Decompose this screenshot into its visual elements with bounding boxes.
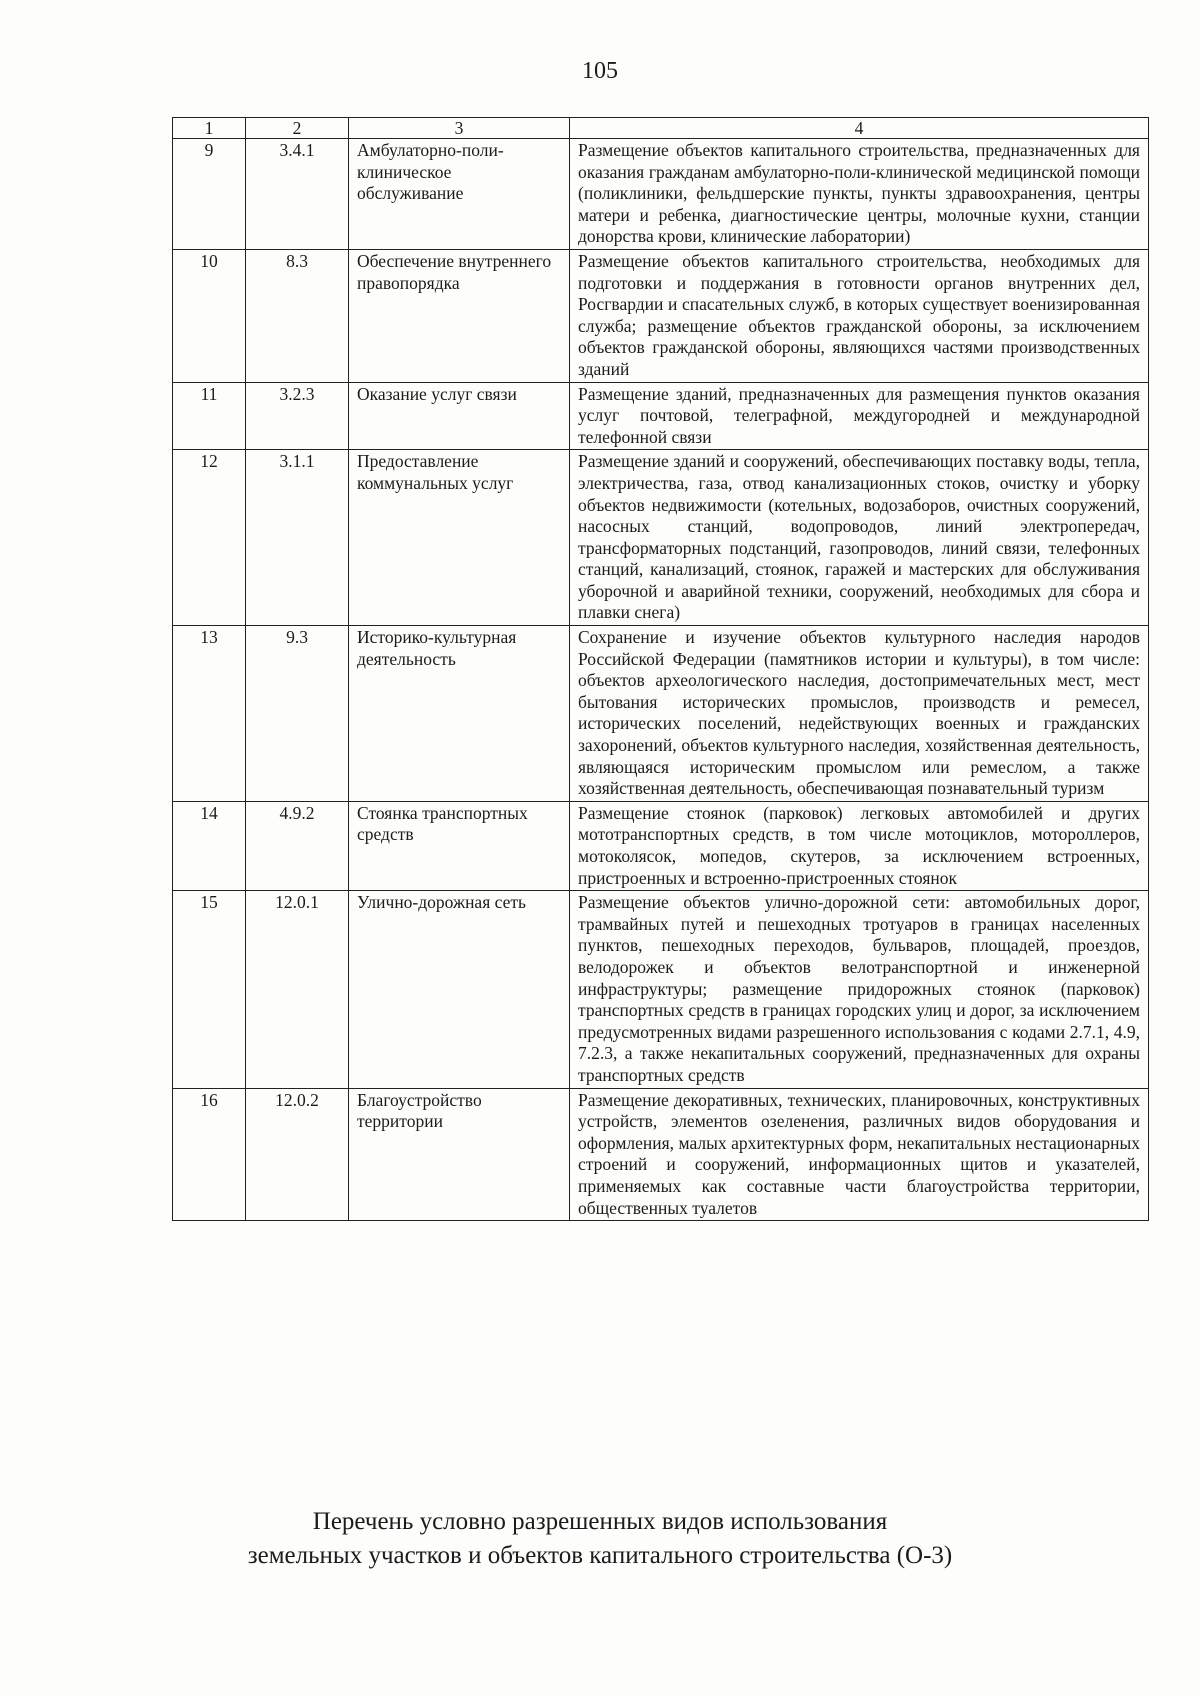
use-name-cell: Благоустройство территории <box>349 1088 570 1221</box>
use-description-cell: Сохранение и изучение объектов культурного наследия народов Российской Федерации (памятников истории и культуры), в том числе: объектов археологического наследия, достопримечательных мест, мест бытования исторических промыслов, производств и ремесел, исторических поселений, недействующих военных и гражданских захоронений, объектов культурного наследия, хозяйственная деятельность, являющаяся историческим промыслом или ремеслом, а также хозяйственная деятельность, обеспечивающая познавательный туризм <box>570 626 1149 802</box>
table-row <box>173 801 1149 890</box>
row-number-cell: 16 <box>173 1088 246 1221</box>
use-description-cell: Размещение зданий, предназначенных для размещения пунктов оказания услуг почтовой, телеграфной, междугородней и международной телефонной связи <box>570 382 1149 450</box>
row-number-cell: 12 <box>173 450 246 626</box>
table-row <box>173 249 1149 382</box>
use-name-cell: Стоянка транспортных средств <box>349 801 570 890</box>
column-header: 4 <box>570 118 1149 139</box>
row-number-cell: 14 <box>173 801 246 890</box>
section-title-line: Перечень условно разрешенных видов использования <box>312 1508 888 1535</box>
use-code-cell: 3.2.3 <box>246 382 349 450</box>
table-row <box>173 626 1149 802</box>
row-number-cell: 10 <box>173 249 246 382</box>
use-name-cell: Улично-дорожная сеть <box>349 891 570 1088</box>
table-row <box>173 139 1149 250</box>
use-description-cell: Размещение стоянок (парковок) легковых автомобилей и других мототранспортных средств, в том числе мотоциклов, мотороллеров, мотоколясок, мопедов, скутеров, за исключением встроенных, пристроенных и встроенно-пристроенных стоянок <box>570 801 1149 890</box>
section-title-line: земельных участков и объектов капитального строительства (О-3) <box>247 1542 953 1569</box>
table-row <box>173 891 1149 1088</box>
row-number-cell: 9 <box>173 139 246 250</box>
use-name-cell: Оказание услуг связи <box>349 382 570 450</box>
column-header: 1 <box>173 118 246 139</box>
land-use-table <box>172 117 1149 1221</box>
table-row <box>173 1088 1149 1221</box>
use-code-cell: 3.1.1 <box>246 450 349 626</box>
use-name-cell: Амбулаторно-поли-клиническое обслуживание <box>349 139 570 250</box>
column-header: 3 <box>349 118 570 139</box>
use-description-cell: Размещение декоративных, технических, планировочных, конструктивных устройств, элементов озеленения, различных видов оборудования и оформления, малых архитектурных форм, некапитальных нестационарных строений и сооружений, информационных щитов и указателей, применяемых как составные части благоустройства территории, общественных туалетов <box>570 1088 1149 1221</box>
use-description-cell: Размещение объектов улично-дорожной сети: автомобильных дорог, трамвайных путей и пешеходных тротуаров в границах населенных пунктов, пешеходных переходов, бульваров, площадей, проездов, велодорожек и объектов велотранспортной и инженерной инфраструктуры; размещение придорожных стоянок (парковок) транспортных средств в границах городских улиц и дорог, за исключением предусмотренных видами разрешенного использования с кодами 2.7.1, 4.9, 7.2.3, а также некапитальных сооружений, предназначенных для охраны транспортных средств <box>570 891 1149 1088</box>
use-code-cell: 8.3 <box>246 249 349 382</box>
use-name-cell: Предоставление коммунальных услуг <box>349 450 570 626</box>
section-title <box>0 1505 1200 1573</box>
row-number-cell: 11 <box>173 382 246 450</box>
use-name-cell: Обеспечение внутреннего правопорядка <box>349 249 570 382</box>
column-header: 2 <box>246 118 349 139</box>
use-description-cell: Размещение объектов капитального строительства, необходимых для подготовки и поддержания в готовности органов внутренних дел, Росгвардии и спасательных служб, в которых существует военизированная служба; размещение объектов гражданской обороны, за исключением объектов гражданской обороны, являющихся частями производственных зданий <box>570 249 1149 382</box>
use-description-cell: Размещение объектов капитального строительства, предназначенных для оказания гражданам амбулаторно-поли-клинической медицинской помощи (поликлиники, фельдшерские пункты, пункты здравоохранения, центры матери и ребенка, диагностические центры, молочные кухни, станции донорства крови, клинические лаборатории) <box>570 139 1149 250</box>
row-number-cell: 15 <box>173 891 246 1088</box>
use-code-cell: 3.4.1 <box>246 139 349 250</box>
table-row <box>173 382 1149 450</box>
use-code-cell: 12.0.1 <box>246 891 349 1088</box>
page-number: 105 <box>582 58 618 84</box>
table-row <box>173 450 1149 626</box>
table-header-row <box>173 118 1149 139</box>
use-name-cell: Историко-культурная деятельность <box>349 626 570 802</box>
use-code-cell: 9.3 <box>246 626 349 802</box>
use-description-cell: Размещение зданий и сооружений, обеспечивающих поставку воды, тепла, электричества, газа, отвод канализационных стоков, очистку и уборку объектов недвижимости (котельных, водозаборов, очистных сооружений, насосных станций, водопроводов, линий электропередач, трансформаторных подстанций, газопроводов, линий связи, телефонных станций, канализаций, стоянок, гаражей и мастерских для обслуживания уборочной и аварийной техники, сооружений, необходимых для сбора и плавки снега) <box>570 450 1149 626</box>
use-code-cell: 12.0.2 <box>246 1088 349 1221</box>
row-number-cell: 13 <box>173 626 246 802</box>
use-code-cell: 4.9.2 <box>246 801 349 890</box>
